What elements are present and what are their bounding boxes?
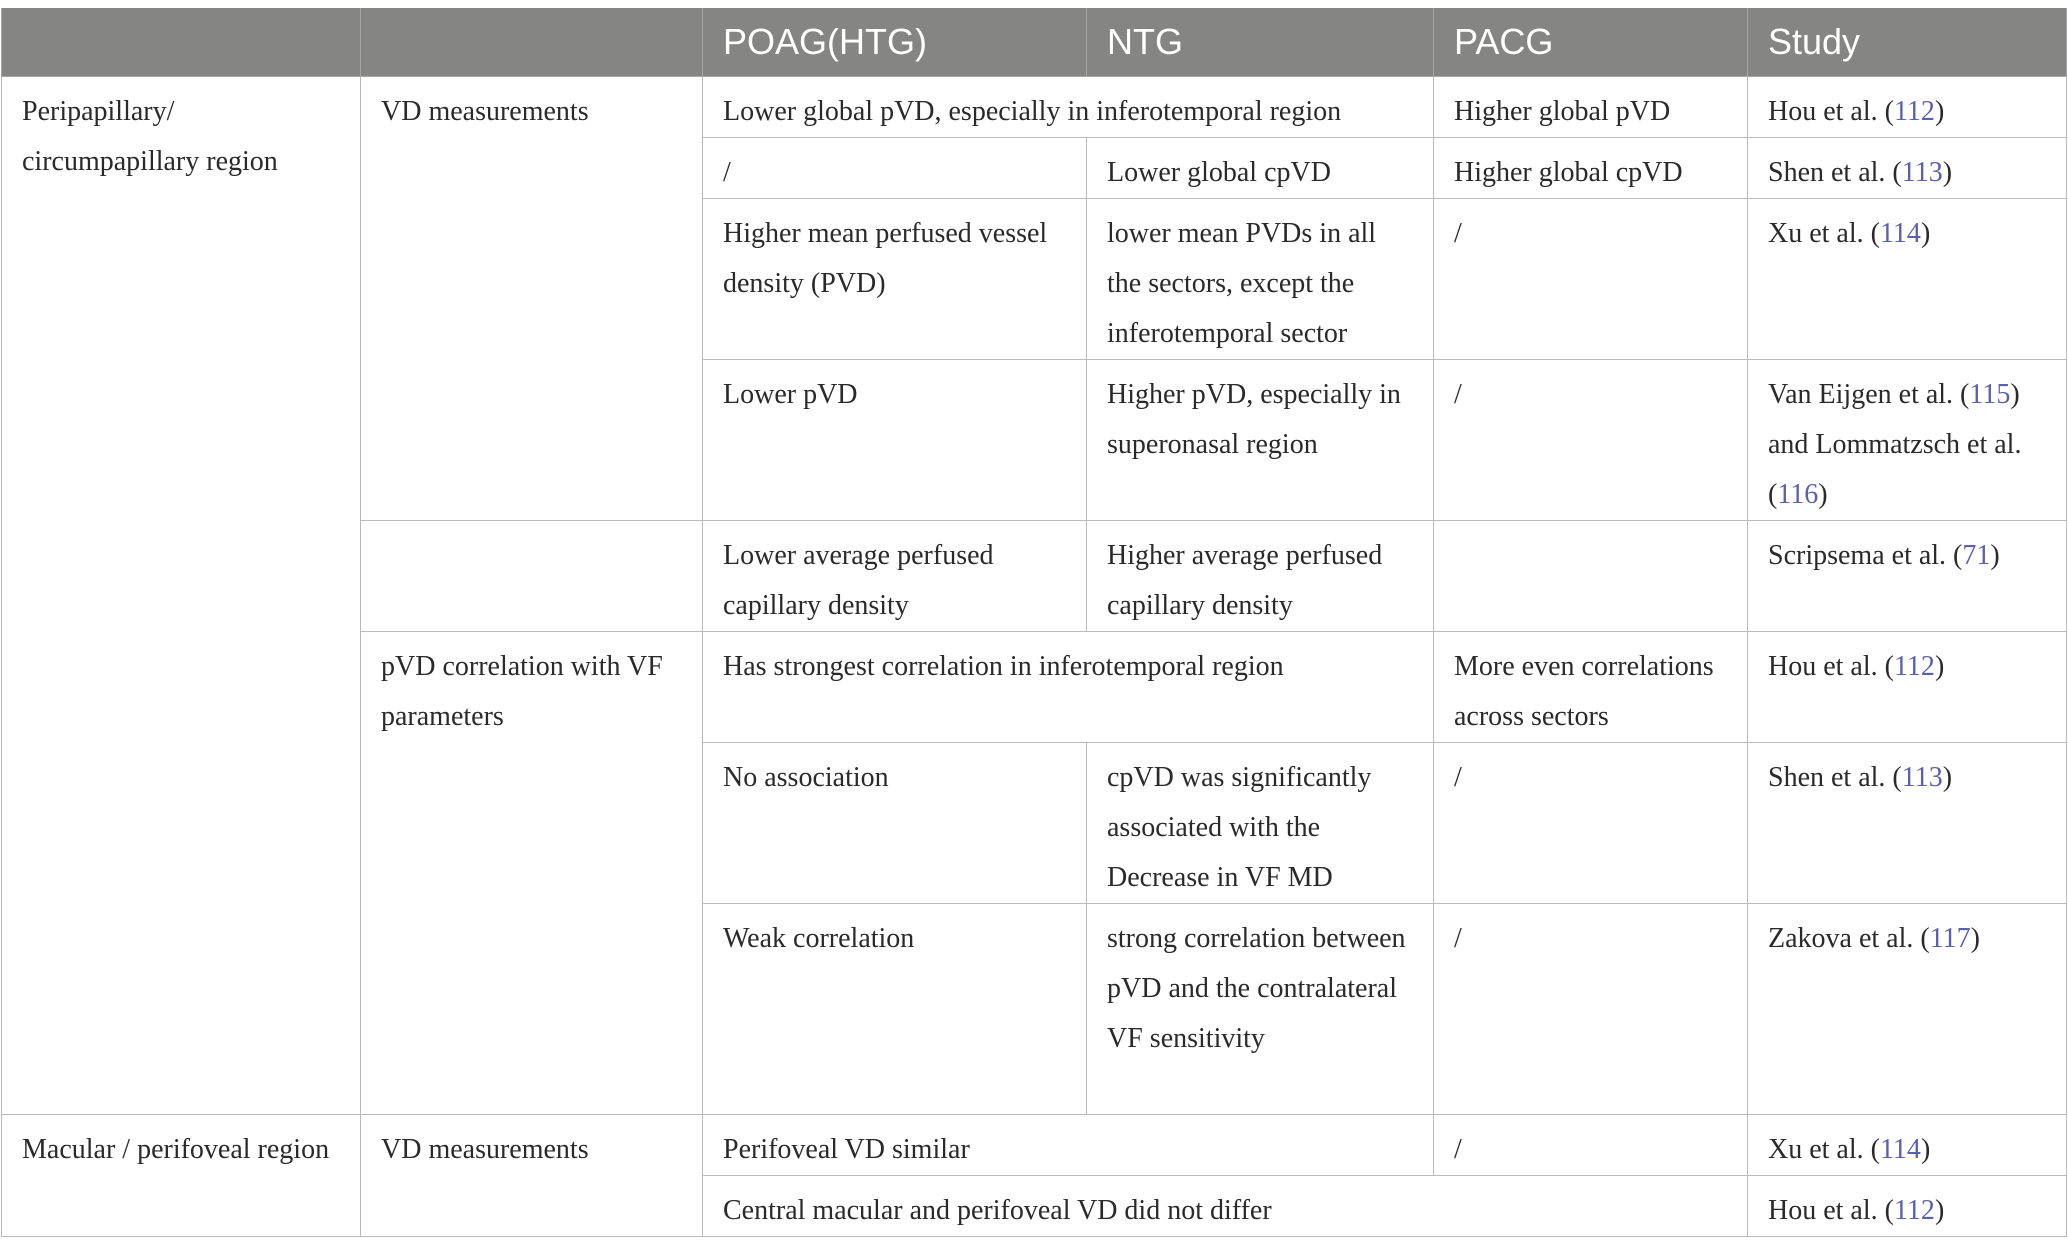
cell-pacg: / xyxy=(1434,360,1748,521)
cell-pacg xyxy=(1434,521,1748,632)
header-cell-study: Study xyxy=(1748,8,2067,77)
region-cell-peripapillary: Peripapillary/ circumpapillary region xyxy=(2,77,361,1115)
cell-ntg: Lower global cpVD xyxy=(1087,138,1434,199)
cell-study: Xu et al. (114) xyxy=(1748,199,2067,360)
cell-poag: / xyxy=(703,138,1087,199)
header-cell-region xyxy=(2,8,361,77)
cell-poag: Weak correlation xyxy=(703,904,1087,1115)
cell-study: Xu et al. (114) xyxy=(1748,1115,2067,1176)
cell-poag-ntg: Perifoveal VD similar xyxy=(703,1115,1434,1176)
cell-pacg: Higher global pVD xyxy=(1434,77,1748,138)
cell-ntg: Higher average perfused capillary density xyxy=(1087,521,1434,632)
header-cell-pacg: PACG xyxy=(1434,8,1748,77)
reference-link[interactable]: 113 xyxy=(1901,762,1943,793)
cell-poag: No association xyxy=(703,743,1087,904)
table-row xyxy=(2,77,2067,138)
header-row xyxy=(2,8,2067,77)
cell-study: Van Eijgen et al. (115) and Lommatzsch et al. (116) xyxy=(1748,360,2067,521)
cell-ntg: lower mean PVDs in all the sectors, except the inferotemporal sector xyxy=(1087,199,1434,360)
cell-pacg: / xyxy=(1434,743,1748,904)
header-cell-poag: POAG(HTG) xyxy=(703,8,1087,77)
reference-link[interactable]: 114 xyxy=(1879,1134,1921,1165)
cell-study: Shen et al. (113) xyxy=(1748,743,2067,904)
reference-link[interactable]: 71 xyxy=(1962,540,1991,571)
reference-link[interactable]: 115 xyxy=(1969,379,2011,410)
cell-pacg: / xyxy=(1434,904,1748,1115)
reference-link[interactable]: 112 xyxy=(1893,96,1935,127)
cell-study: Zakova et al. (117) xyxy=(1748,904,2067,1115)
cell-study: Scripsema et al. (71) xyxy=(1748,521,2067,632)
cell-poag: Lower pVD xyxy=(703,360,1087,521)
reference-link[interactable]: 112 xyxy=(1893,651,1935,682)
cell-poag-ntg: Has strongest correlation in inferotemporal region xyxy=(703,632,1434,743)
reference-link[interactable]: 113 xyxy=(1901,157,1943,188)
cell-pacg: / xyxy=(1434,199,1748,360)
cell-poag-ntg-pacg: Central macular and perifoveal VD did not differ xyxy=(703,1176,1748,1237)
cell-ntg: strong correlation between pVD and the contralateral VF sensitivity xyxy=(1087,904,1434,1115)
cell-study: Hou et al. (112) xyxy=(1748,1176,2067,1237)
cell-poag: Lower average perfused capillary density xyxy=(703,521,1087,632)
cell-study: Shen et al. (113) xyxy=(1748,138,2067,199)
region-cell-macular: Macular / perifoveal region xyxy=(2,1115,361,1237)
cell-pacg: / xyxy=(1434,1115,1748,1176)
cell-ntg: Higher pVD, especially in superonasal region xyxy=(1087,360,1434,521)
reference-link[interactable]: 116 xyxy=(1777,479,1819,510)
cell-pacg: More even correlations across sectors xyxy=(1434,632,1748,743)
cell-study: Hou et al. (112) xyxy=(1748,77,2067,138)
cell-study: Hou et al. (112) xyxy=(1748,632,2067,743)
cell-poag: Higher mean perfused vessel density (PVD) xyxy=(703,199,1087,360)
measure-cell-vd: VD measurements xyxy=(361,77,703,521)
comparison-table xyxy=(1,8,2067,1237)
measure-cell-empty xyxy=(361,521,703,632)
header-cell-measure xyxy=(361,8,703,77)
reference-link[interactable]: 114 xyxy=(1879,218,1921,249)
header-cell-ntg: NTG xyxy=(1087,8,1434,77)
cell-poag-ntg: Lower global pVD, especially in inferotemporal region xyxy=(703,77,1434,138)
cell-ntg: cpVD was significantly associated with the Decrease in VF MD xyxy=(1087,743,1434,904)
reference-link[interactable]: 112 xyxy=(1893,1195,1935,1226)
measure-cell-pvd-correlation: pVD correlation with VF parameters xyxy=(361,632,703,1115)
reference-link[interactable]: 117 xyxy=(1929,923,1971,954)
table-row xyxy=(2,1115,2067,1176)
measure-cell-vd: VD measurements xyxy=(361,1115,703,1237)
cell-pacg: Higher global cpVD xyxy=(1434,138,1748,199)
